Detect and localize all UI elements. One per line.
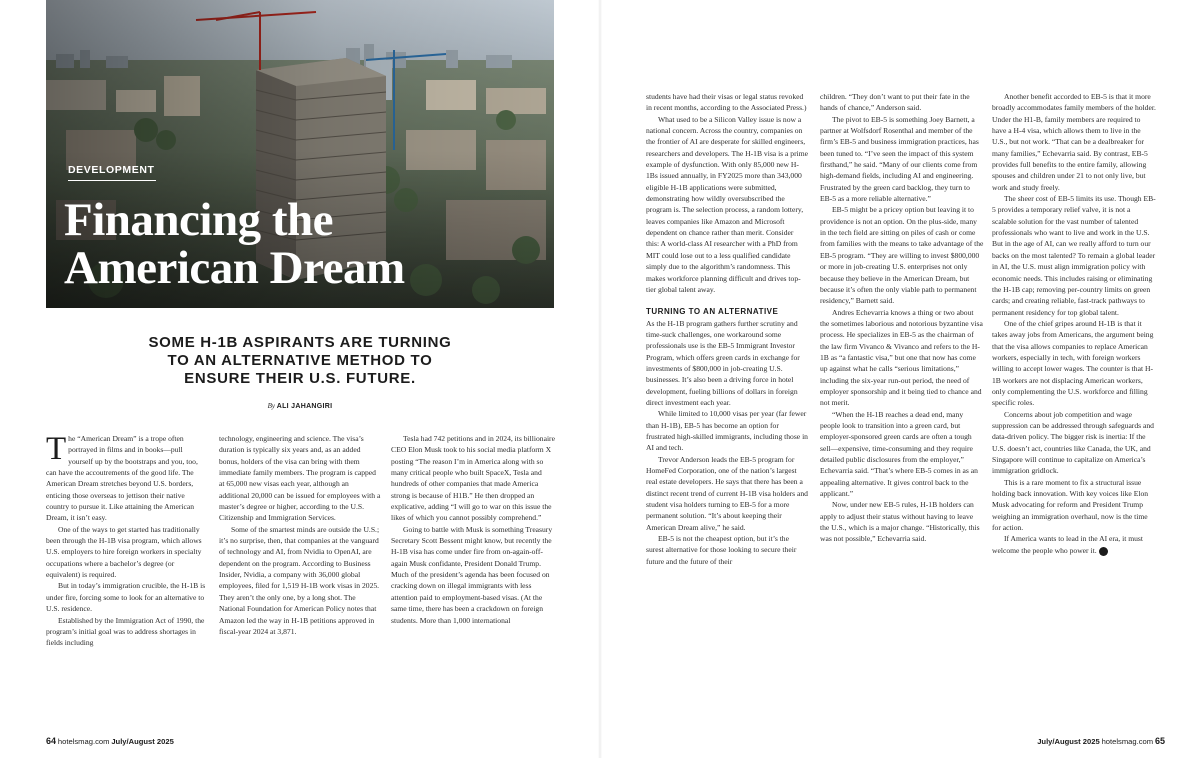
paragraph: As the H-1B program gathers further scrutiny and time-suck challenges, one workaround some professionals use is the EB-5 Immigrant Investor Program, which offers green cards in exchange for investments of $800,000 in job-creating U.S. businesses. It’s also been a driving force in hotel development, fueling billions of dollars in foreign direct investment each year. bbox=[646, 318, 800, 407]
paragraph: One of the ways to get started has traditionally been through the H-1B visa program, which allows U.S. employers to hire foreign workers in specialty occupations where a bachelor’s degree (or equivalent) is required. bbox=[46, 524, 202, 580]
section-rule bbox=[68, 180, 156, 181]
folio-site: hotelsmag.com bbox=[57, 737, 110, 746]
paragraph: Tesla had 742 petitions and in 2024, its billionaire CEO Elon Musk took to his social media platform X posting “The reason I’m in America along with so many critical people who built SpaceX, Tesla and hundreds of other companies that made America strong is because of H1B.” He then dropped an explicative, adding “I will go to war on this issue the likes of which you cannot possibly comprehend.” bbox=[391, 434, 555, 523]
deck-line-3: ENSURE THEIR U.S. FUTURE. bbox=[184, 370, 416, 387]
body-column-4 bbox=[646, 91, 808, 567]
subhead: TURNING TO AN ALTERNATIVE bbox=[646, 307, 779, 317]
paragraph: children. “They don’t want to put their fate in the hands of chance,” Anderson said. bbox=[820, 92, 970, 113]
paragraph: The sheer cost of EB-5 limits its use. Though EB-5 provides a temporary relief valve, it is not a scalable solution for the vast number of talented professionals who want to live and work in the U.S. But in the age of AI, can we really afford to turn our backs on the most talented? To remain a global leader in AI, the U.S. must align immigration policy with economic needs. This includes raising or eliminating the H-1B cap; removing per-country limits on green cards; and creating reliable, fast-track pathways to permanent residency for top global talent. bbox=[992, 194, 1156, 317]
paragraph: EB-5 is not the cheapest option, but it’s the surest alternative for those looking to secure their future and the future of their bbox=[646, 534, 797, 566]
paragraph: Concerns about job competition and wage suppression can be addressed through safeguards and data-driven policy. The bigger risk is inertia: If the U.S. doesn’t act, countries like Canada, the UK, and Singapore will continue to capitalize on America’s immigration gridlock. bbox=[992, 409, 1154, 476]
end-mark-icon: H bbox=[1099, 547, 1108, 556]
paragraph: This is a rare moment to fix a structural issue holding back innovation. With key voices like Elon Musk advocating for reform and President Trump weighing an immigration overhaul, now is the time for action. bbox=[992, 477, 1149, 533]
page-number: 64 bbox=[46, 736, 57, 746]
paragraph: Another benefit accorded to EB-5 is that it more broadly accommodates family members of the holder. Under the H1-B, family members are required to have a H-4 visa, which allows them to live in the U.S., but not work. “That can be a dealbreaker for many families,” Echevarria said. By contrast, EB-5 provides full benefits to the entire family, allowing spouses and children under 21 to not only live, but work and study freely. bbox=[992, 92, 1156, 192]
byline bbox=[200, 402, 400, 410]
paragraph: If America wants to lead in the AI era, it must welcome the people who power it. H bbox=[992, 534, 1143, 555]
paragraph: EB-5 might be a pricey option but leaving it to providence is not an option. On the plus-side, many in the tech field are sitting on piles of cash or come from families with the means to take advantage of the EB-5 program. “They are willing to invest $800,000 or more in job-creating U.S. enterprises not only because they believe in the American Dream, but because it’s often the only viable path to permanent residency,” Barnett said. bbox=[820, 205, 984, 306]
page-gutter bbox=[598, 0, 602, 758]
paragraph: Andres Echevarria knows a thing or two about the sometimes laborious and notorious byzantine visa process. He specializes in EB-5 as the chairman of the law firm Vivanco & Vivanco and refers to the H-1B as “a fantastic visa,” but one that now has come up against what he calls “serious limitations,” including the six-year run-out period, the need of employer sponsorship and it being tied to chance and not merit. bbox=[820, 307, 983, 408]
folio-issue: July/August 2025 bbox=[1037, 737, 1100, 746]
deck bbox=[100, 334, 500, 388]
paragraph: The “American Dream” is a trope often portrayed in films and in books—pull yourself up by the bootstraps and you, too, can have the accoutrements of the good life. The American Dream stretches beyond U.S. borders, enticing those overseas to jettison their native country to pursue it. Like attaining the American Dream, it isn’t easy. bbox=[46, 431, 198, 523]
byline-prefix: By bbox=[267, 402, 275, 410]
paragraph: “When the H-1B reaches a dead end, many people look to transition into a green card, but employer-sponsored green cards are often a tough sell—expensive, time-consuming and they require detailed public disclosures from the employer,” Echevarria said. “That’s where EB-5 comes in as an appealing alternative. It gives control back to the applicant.” bbox=[820, 409, 978, 499]
folio-left bbox=[46, 736, 174, 746]
paragraph: Going to battle with Musk is something Treasury Secretary Scott Bessent might know, but recently the H-1B visa has come under fire from on-again-off-again Musk confidante, President Donald Trump. Much of the president’s agenda has been focused on cracking down on illegal immigrants with less attention paid to employment-based visas. (At the same time, there has been a crackdown on foreign students. More than 1,000 international bbox=[391, 524, 553, 625]
paragraph: But in today’s immigration crucible, the H-1B is under fire, forcing some to look for an alternative to U.S. residence. bbox=[46, 581, 206, 614]
paragraph: What used to be a Silicon Valley issue is now a national concern. Across the country, companies on the frontier of AI are desperate for skilled engineers, researchers and developers. The H-1B visa is a prime example of dysfunction. With only 85,000 new H-1Bs issued annually, in FY2025 more than 343,000 eligible H-1B applications were submitted, demonstrating how wildly oversubscribed the program is. The selection process, a random lottery, leaves companies like Amazon and Microsoft dependent on chance rather than merit. Consider this: A world-class AI researcher with a PhD from MIT could lose out to a less qualified candidate simply due to the algorithm’s randomness. This makes workforce planning difficult and drives top-tier global talent away. bbox=[646, 114, 809, 294]
paragraph: The pivot to EB-5 is something Joey Barnett, a partner at Wolfsdorf Rosenthal and member of the firm’s EB-5 and business immigration practices, has been tuned to. “I’ve seen the impact of this system firsthand,” he said. “Many of our clients come from high-demand fields, including AI and engineering. Frustrated by the green card backlog, they turn to EB-5 as a more reliable alternative.” bbox=[820, 114, 979, 204]
headline-line-1: Financing the bbox=[64, 194, 334, 246]
paragraph: Some of the smartest minds are outside the U.S.; it’s no surprise, then, that companies at the vanguard of technology and AI, from Nvidia to OpenAI, are dependent on the program. According to Business Insider, Nvidia, a company with 36,000 global employees, filed for 1,519 H-1B work visas in 2025. They aren’t the only one, by a long shot. The National Foundation for American Policy notes that Amazon led the way in H-1B petitions approved in fiscal-year 2024 at 3,871. bbox=[219, 524, 380, 636]
body-column-2 bbox=[219, 433, 381, 637]
paragraph: While limited to 10,000 visas per year (far fewer than H-1B), EB-5 has become an option for frustrated high-skilled immigrants, including those in AI and tech. bbox=[646, 409, 808, 453]
body-column-3 bbox=[391, 433, 555, 626]
paragraph: One of the chief gripes around H-1B is that it takes away jobs from Americans, the argument being that the visa allows companies to replace American workers, especially in tech, with foreign workers willing to accept lower wages. The counter is that H-1B workers are not displacing American workers, only complementing the U.S. workforce and filling specific roles. bbox=[992, 318, 1154, 408]
paragraph: technology, engineering and science. The visa’s duration is typically six years and, as an added bonus, holders of the visa can bring with them immediate family members. The program is capped at 65,000 new visas each year, although an additional 20,000 can be issued for employees with a master’s degree or higher, according to the U.S. Citizenship and Immigration Services. bbox=[219, 434, 381, 523]
body-column-6 bbox=[992, 91, 1156, 556]
deck-line-2: TO AN ALTERNATIVE METHOD TO bbox=[167, 352, 433, 369]
section-label: DEVELOPMENT bbox=[68, 164, 155, 176]
byline-author: ALI JAHANGIRI bbox=[276, 403, 333, 410]
page-number: 65 bbox=[1154, 736, 1165, 746]
body-column-5 bbox=[820, 91, 984, 545]
folio-site: hotelsmag.com bbox=[1101, 737, 1154, 746]
headline bbox=[64, 196, 484, 292]
paragraph: students have had their visas or legal status revoked in recent months, according to the Associated Press.) bbox=[646, 92, 807, 113]
dropcap: T bbox=[46, 431, 67, 467]
paragraph: Now, under new EB-5 rules, H-1B holders can apply to adjust their status without having to leave the U.S., which is a major change. “Historically, this was not possible,” Echevarria said. bbox=[820, 500, 980, 544]
body-column-1 bbox=[46, 433, 208, 649]
folio-issue: July/August 2025 bbox=[111, 737, 174, 746]
headline-line-2: American Dream bbox=[64, 242, 405, 294]
paragraph: Established by the Immigration Act of 1990, the program’s initial goal was to address shortages in fields including bbox=[46, 615, 205, 648]
folio-right bbox=[1037, 736, 1165, 746]
paragraph: Trevor Anderson leads the EB-5 program for HomeFed Corporation, one of the nation’s largest real estate developers. He says that there has been a distinct recent trend of current H-1B visa holders and student visa holders turning to EB-5 for a more permanent solution. “It’s about keeping their American Dream alive,” he said. bbox=[646, 454, 808, 532]
deck-line-1: SOME H-1B ASPIRANTS ARE TURNING bbox=[148, 334, 452, 351]
